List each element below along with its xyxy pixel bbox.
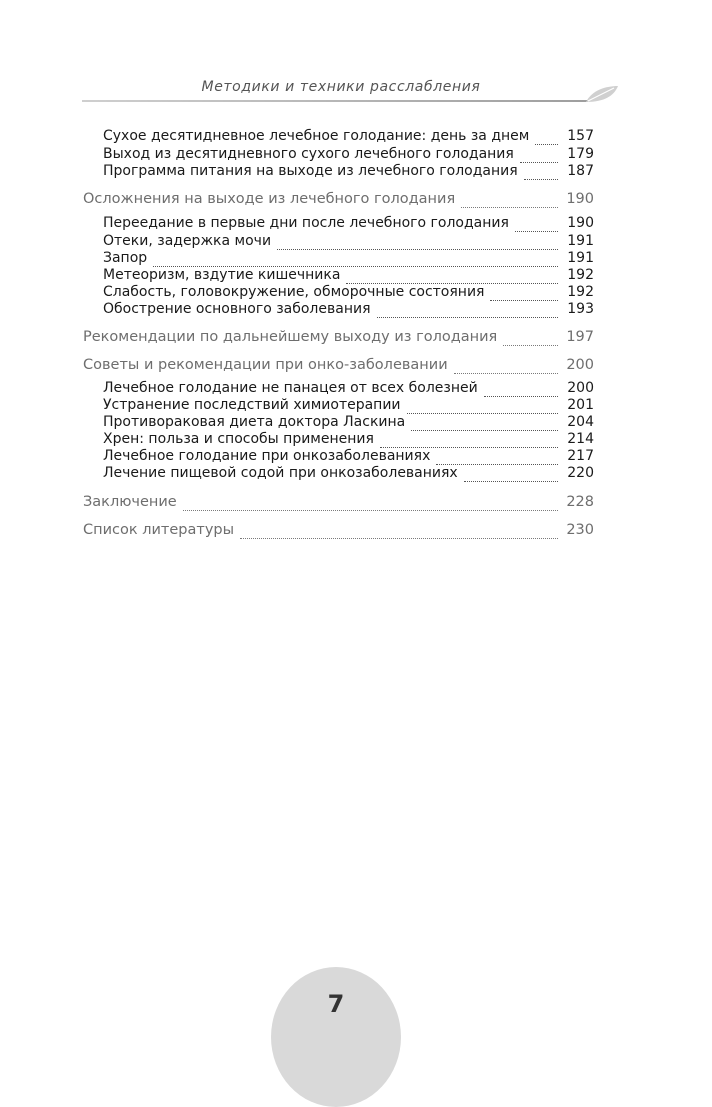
page-number-badge: [271, 967, 401, 1107]
toc-page-number: 204: [567, 414, 594, 430]
toc-entry-title: Устранение последствий химиотерапии: [103, 397, 401, 413]
toc-section-entry: [83, 494, 594, 514]
toc-subentry: [103, 215, 594, 235]
toc-page-number: 200: [566, 357, 594, 373]
toc-page-number: 191: [567, 250, 594, 266]
toc-leader-dots: [183, 509, 558, 511]
toc-entry-title: Хрен: польза и способы применения: [103, 431, 374, 447]
toc-leader-dots: [240, 537, 558, 539]
toc-section-entry: [83, 522, 594, 542]
toc-page-number: 190: [567, 215, 594, 231]
toc-page-number: 201: [567, 397, 594, 413]
header-rule: [82, 100, 588, 102]
toc-subentry: [103, 128, 594, 148]
toc-leader-dots: [454, 372, 558, 374]
leaf-icon: [584, 84, 620, 104]
toc-page-number: 179: [567, 146, 594, 162]
toc-page-number: 187: [567, 163, 594, 179]
toc-entry-title: Обострение основного заболевания: [103, 301, 371, 317]
toc-leader-dots: [377, 316, 559, 318]
toc-page-number: 190: [566, 191, 594, 207]
toc-entry-title: Метеоризм, вздутие кишечника: [103, 267, 341, 283]
toc-page-number: 214: [567, 431, 594, 447]
toc-entry-title: Сухое десятидневное лечебное голодание: день за днем: [103, 128, 530, 144]
toc-page-number: 220: [567, 465, 594, 481]
toc-leader-dots: [503, 344, 558, 346]
toc-page-number: 157: [567, 128, 594, 144]
toc-page-number: 217: [567, 448, 594, 464]
toc-section-entry: [83, 329, 594, 349]
toc-entry-title: Лечебное голодание не панацея от всех болезней: [103, 380, 478, 396]
toc-section-entry: [83, 191, 594, 211]
toc-entry-title: Противораковая диета доктора Ласкина: [103, 414, 406, 430]
toc-page-number: 200: [567, 380, 594, 396]
running-header-title: Методики и техники расслабления: [201, 79, 481, 95]
toc-page-number: 197: [566, 329, 594, 345]
page-number: 7: [327, 990, 345, 1018]
toc-page-number: 228: [566, 494, 594, 510]
toc-entry-title: Переедание в первые дни после лечебного голодания: [103, 215, 509, 231]
toc-page-number: 230: [566, 522, 594, 538]
toc-entry-title: Рекомендации по дальнейшему выходу из голодания: [83, 329, 498, 345]
toc-subentry: [103, 301, 594, 321]
toc-subentry: [103, 163, 594, 183]
toc-section-entry: [83, 357, 594, 377]
toc-entry-title: Слабость, головокружение, обморочные состояния: [103, 284, 485, 300]
toc-entry-title: Выход из десятидневного сухого лечебного голодания: [103, 146, 514, 162]
toc-leader-dots: [461, 206, 558, 208]
toc-entry-title: Лечебное голодание при онкозаболеваниях: [103, 448, 431, 464]
toc-entry-title: Запор: [103, 250, 148, 266]
toc-leader-dots: [515, 230, 558, 232]
toc-leader-dots: [464, 480, 558, 482]
toc-entry-title: Заключение: [83, 494, 177, 510]
toc-entry-title: Советы и рекомендации при онко-заболевании: [83, 357, 448, 373]
toc-entry-title: Лечение пищевой содой при онкозаболеваниях: [103, 465, 458, 481]
toc-page-number: 193: [567, 301, 594, 317]
toc-entry-title: Список литературы: [83, 522, 235, 538]
toc-subentry: [103, 465, 594, 485]
toc-entry-title: Осложнения на выходе из лечебного голодания: [83, 191, 456, 207]
toc-leader-dots: [524, 178, 558, 180]
toc-page-number: 192: [567, 267, 594, 283]
toc-page-number: 192: [567, 284, 594, 300]
toc-page-number: 191: [567, 233, 594, 249]
toc-entry-title: Программа питания на выходе из лечебного голодания: [103, 163, 518, 179]
toc-leader-dots: [535, 143, 558, 145]
toc-entry-title: Отеки, задержка мочи: [103, 233, 272, 249]
